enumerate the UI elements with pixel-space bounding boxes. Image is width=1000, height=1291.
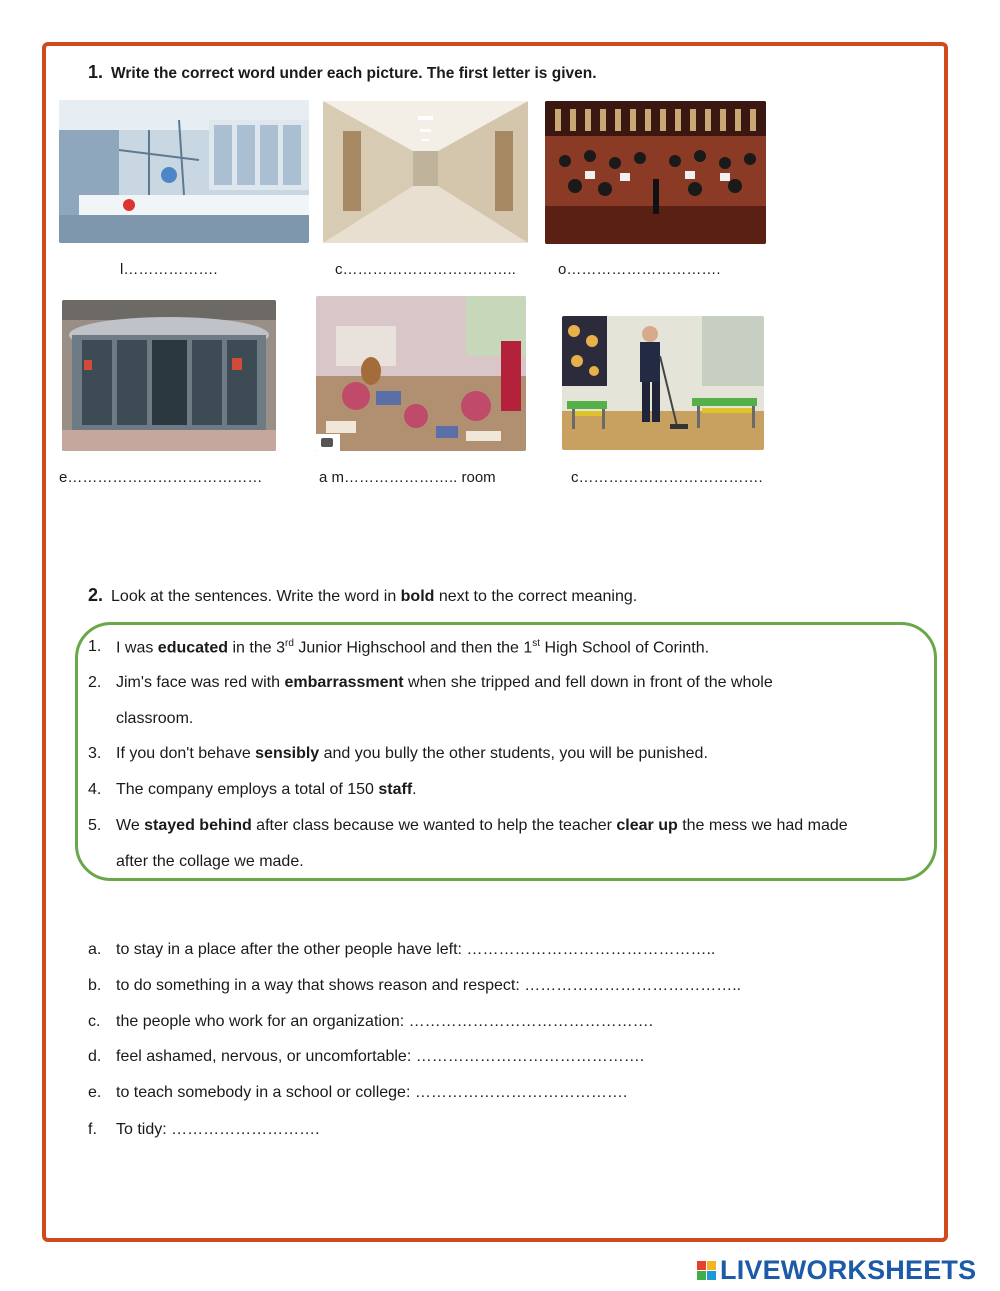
meaning-letter: b. xyxy=(88,977,102,994)
logo-text: LIVEWORKSHEETS xyxy=(720,1254,977,1285)
bold-word: embarrassment xyxy=(284,674,404,691)
bold-word: clear up xyxy=(616,817,678,834)
question-number: 1. xyxy=(88,62,104,82)
sentence-number: 1. xyxy=(88,638,102,655)
bold-word: educated xyxy=(157,639,229,657)
orchestra-photo xyxy=(545,101,766,244)
meaning-text: feel ashamed, nervous, or uncomfortable: ……………………………………. xyxy=(116,1048,645,1065)
meaning-letter: a. xyxy=(88,941,102,958)
instruction-bold-text: bold xyxy=(400,588,435,605)
meaning-text: to stay in a place after the other people have left: ……………………………………….. xyxy=(116,941,716,958)
meaning-text: the people who work for an organization: ………………………………………. xyxy=(116,1013,654,1030)
caretaker-photo xyxy=(562,316,764,450)
bold-word: stayed behind xyxy=(144,817,252,834)
corridor-photo xyxy=(323,101,528,243)
question-2-heading xyxy=(88,585,637,606)
picture-caption: e………………………………… xyxy=(59,469,263,486)
meaning-letter: c. xyxy=(88,1013,101,1030)
sentence-number: 4. xyxy=(88,781,102,798)
liveworksheets-logo[interactable] xyxy=(697,1255,976,1285)
instruction-text: Look at the sentences. Write the word in xyxy=(111,588,401,605)
picture-caption: a m………………….. room xyxy=(319,469,496,486)
question-instruction xyxy=(111,588,637,605)
laboratory-photo xyxy=(59,100,309,243)
meaning-text: To tidy: ………………………. xyxy=(116,1121,320,1138)
meaning-letter: d. xyxy=(88,1048,102,1065)
entrance-photo xyxy=(62,300,276,451)
question-1-heading xyxy=(88,62,597,83)
picture-caption: o…………………………. xyxy=(558,261,721,278)
question-instruction: Write the correct word under each picture. The first letter is given. xyxy=(111,65,597,82)
bold-word: staff xyxy=(378,781,413,798)
meaning-text: to teach somebody in a school or college: …………………………………. xyxy=(116,1084,628,1101)
meaning-letter: f. xyxy=(88,1121,97,1138)
sentence-2-continuation: classroom. xyxy=(116,710,194,727)
meaning-text: to do something in a way that shows reason and respect: ………………………………….. xyxy=(116,977,742,994)
sentence-number: 2. xyxy=(88,674,102,691)
picture-caption: c………………………………. xyxy=(571,469,763,486)
question-number: 2. xyxy=(88,585,104,605)
picture-caption: l………………. xyxy=(120,261,218,278)
messy-room-photo xyxy=(316,296,526,451)
sentence-number: 3. xyxy=(88,745,102,762)
sentence-5-continuation: after the collage we made. xyxy=(116,853,304,870)
meaning-letter: e. xyxy=(88,1084,102,1101)
sentence-number: 5. xyxy=(88,817,102,834)
instruction-text: next to the correct meaning. xyxy=(434,588,638,605)
logo-cubes-icon xyxy=(697,1261,716,1280)
bold-word: sensibly xyxy=(255,745,320,762)
picture-caption: c…………………………….. xyxy=(335,261,516,278)
